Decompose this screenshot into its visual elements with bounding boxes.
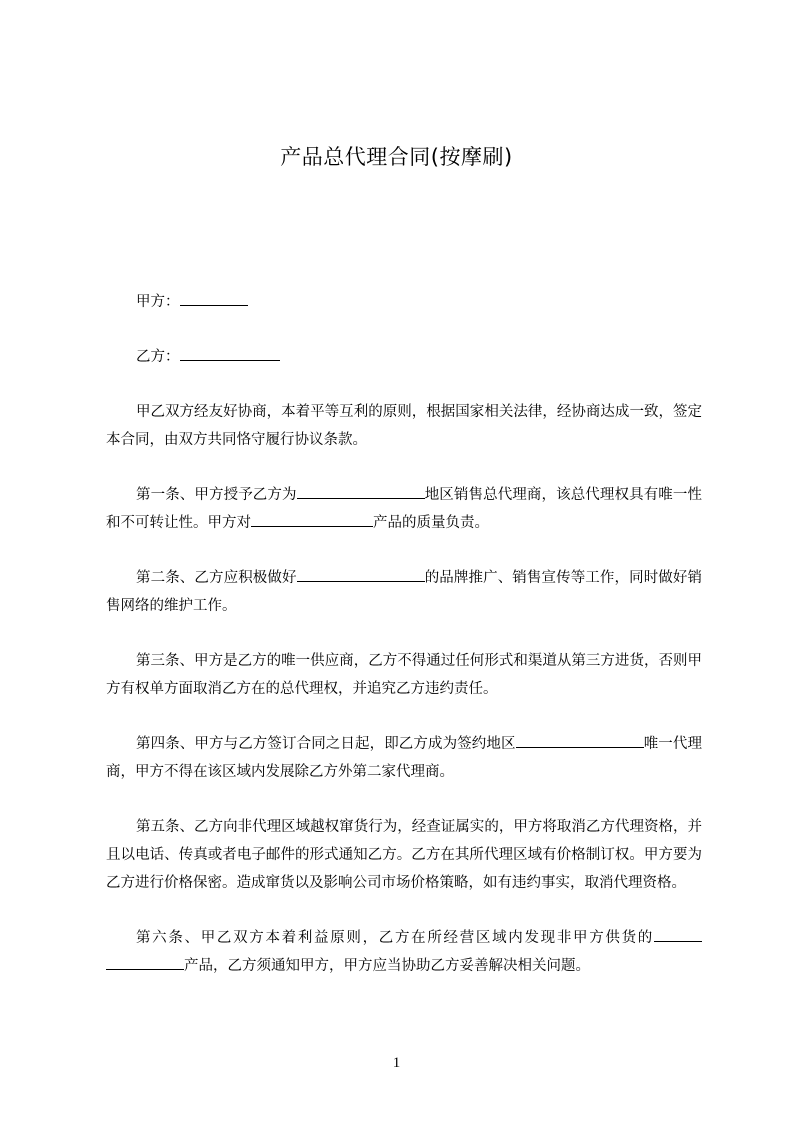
party-a-label: 甲方：	[136, 294, 180, 310]
article-3: 第三条、甲方是乙方的唯一供应商，乙方不得通过任何形式和渠道从第三方进货，否则甲方有权单方面取消乙方在的总代理权，并追究乙方违约责任。	[106, 653, 702, 697]
article-1-region-blank	[297, 481, 425, 499]
document-body	[106, 288, 702, 980]
article-1-product-blank	[251, 509, 373, 527]
article-2-brand-blank	[297, 564, 425, 582]
article-1-part1: 第一条、甲方授予乙方为	[136, 487, 297, 503]
party-b-blank	[180, 343, 280, 361]
article-4-part1: 第四条、甲方与乙方签订合同之日起，即乙方成为签约地区	[136, 736, 516, 752]
party-a-blank	[180, 288, 248, 306]
article-5: 第五条、乙方向非代理区域越权窜货行为，经查证属实的，甲方将取消乙方代理资格，并且以电话、传真或者电子邮件的形式通知乙方。乙方在其所代理区域有价格制订权。甲方要为乙方进行价格保密。造成窜货以及影响公司市场价格策略，如有违约事实，取消代理资格。	[106, 819, 702, 891]
article-1	[106, 481, 702, 537]
article-2-part1: 第二条、乙方应积极做好	[136, 570, 297, 586]
intro-paragraph: 甲乙双方经友好协商，本着平等互利的原则，根据国家相关法律，经协商达成一致，签定本合同，由双方共同恪守履行协议条款。	[106, 404, 702, 448]
article-1-part3: 产品的质量负责。	[373, 515, 489, 531]
party-a-line	[106, 288, 702, 316]
article-6-blank-a	[654, 924, 702, 942]
page-number: 1	[392, 1055, 401, 1071]
article-4	[106, 730, 702, 786]
document-title: 产品总代理合同(按摩刷)	[280, 145, 513, 169]
article-2-part2: 的品牌推广、销售宣传等工作，同时做好销售网络的维护工作。	[106, 570, 703, 614]
article-6-part1: 第六条、甲乙双方本着利益原则，乙方在所经营区域内发现非甲方供货的	[136, 930, 654, 946]
party-b-label: 乙方：	[136, 349, 180, 365]
article-4-region-blank	[516, 730, 644, 748]
article-6-blank-b	[106, 952, 184, 970]
party-b-line	[106, 343, 702, 371]
article-6-part2: 产品，乙方须通知甲方，甲方应当协助乙方妥善解决相关问题。	[184, 958, 590, 974]
article-1-part2: 地区销售总代理商，该总代理权具有唯一性和不可转让性。甲方对	[106, 487, 703, 531]
article-6	[106, 924, 702, 980]
article-2	[106, 564, 702, 620]
article-4-part2: 唯一代理商，甲方不得在该区域内发展除乙方外第二家代理商。	[106, 736, 703, 780]
